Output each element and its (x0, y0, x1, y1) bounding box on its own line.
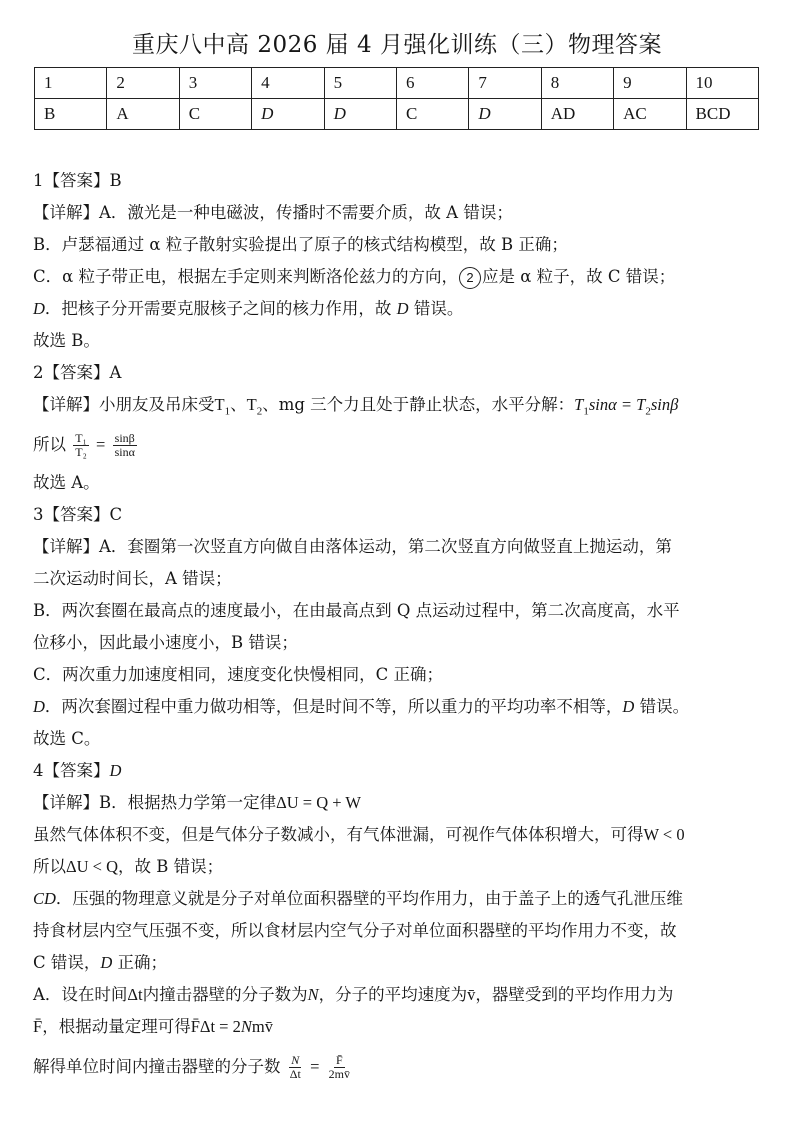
answer-cell: C (179, 99, 251, 130)
denominator: 2mv̄ (328, 1067, 350, 1081)
answer-cell: D (324, 99, 396, 130)
denominator: Δt (289, 1067, 301, 1081)
answer-cell: A (107, 99, 179, 130)
text-span: 正确； (112, 953, 168, 972)
text-span: 内撞击器壁的分子数为 (142, 985, 308, 1004)
symbol-T: T (246, 395, 257, 414)
symbol: F̄ (33, 1017, 43, 1036)
equation-part: sinβ (650, 395, 679, 414)
text-span: C 错误， (33, 953, 101, 972)
equation: ΔU < Q (66, 857, 118, 876)
option-letter: CD (33, 889, 56, 908)
question-number: 5 (324, 68, 396, 99)
q1-detail-line: B．卢瑟福通过 α 粒子散射实验提出了原子的核式结构模型，故 B 正确； (33, 235, 568, 254)
text-span: 解得单位时间内撞击器壁的分子数 (33, 1057, 281, 1076)
fraction-N-over-dt (288, 1054, 303, 1081)
text-span: 所以 (33, 435, 66, 454)
question-number: 8 (541, 68, 613, 99)
equation-part: sinα = T (588, 395, 646, 414)
q2-detail-line (33, 422, 763, 468)
question-number: 9 (614, 68, 686, 99)
q3-detail-line: 【详解】A．套圈第一次竖直方向做自由落体运动，第二次竖直方向做竖直上抛运动，第 (33, 537, 672, 556)
text-span: ，根据动量定理可得 (42, 1017, 191, 1036)
answer-cell: AD (541, 99, 613, 130)
q4-detail-line (33, 1012, 763, 1044)
option-letter: D (33, 299, 45, 318)
equation: W < 0 (643, 825, 685, 844)
equation: mv̄ (251, 1017, 273, 1036)
fraction-sin-ratio (113, 432, 137, 459)
text-span: 、 (230, 395, 247, 414)
q3-detail-line: 二次运动时间长，A 错误； (33, 569, 232, 588)
numerator: N (291, 1053, 300, 1067)
question-number: 10 (686, 68, 758, 99)
q1-detail-line (33, 294, 763, 326)
text-span: A．设在时间 (33, 985, 128, 1004)
q3-detail-line (33, 692, 763, 724)
answer-cell: AC (614, 99, 686, 130)
q2-detail-line (33, 390, 763, 422)
symbol: N (240, 1017, 252, 1036)
text-span: ，器壁受到的平均作用力为 (475, 985, 674, 1004)
option-letter: D (622, 697, 635, 716)
q1-answer-heading: 1【答案】B (33, 171, 122, 190)
question-number: 3 (179, 68, 251, 99)
answer-cell: B (35, 99, 107, 130)
numerator: F̄ (335, 1053, 343, 1067)
option-letter: D (33, 697, 45, 716)
text-span: C．α 粒子带正电，根据左手定则来判断洛伦兹力的方向， (33, 267, 459, 286)
text-span: ．两次套圈过程中重力做功相等，但是时间不等，所以重力的平均功率不相等， (44, 697, 623, 716)
q4-detail-line (33, 852, 763, 884)
equation: ΔU = Q + W (276, 793, 361, 812)
q1-detail-line (33, 262, 763, 294)
symbol: N (307, 985, 319, 1004)
numerator: T₁ (75, 431, 87, 445)
q4-detail-line (33, 1044, 763, 1090)
q2-conclusion: 故选 A。 (33, 473, 100, 492)
answer-cell: D (469, 99, 541, 130)
q4-detail-line: 持食材层内空气压强不变，所以食材层内空气分子对单位面积器壁的平均作用力不变，故 (33, 921, 677, 940)
q2-answer-heading: 2【答案】A (33, 363, 122, 382)
q4-detail-line (33, 788, 763, 820)
text-span: 、mg 三个力且处于静止状态，水平分解： (262, 395, 575, 414)
fraction-F-over-2mv (327, 1054, 352, 1081)
symbol-T: T (574, 395, 584, 414)
option-letter: D (396, 299, 409, 318)
question-number: 1 (35, 68, 107, 99)
answer-cell: BCD (686, 99, 758, 130)
text-span: 错误。 (408, 299, 464, 318)
q3-detail-line: 位移小，因此最小速度小，B 错误； (33, 633, 298, 652)
question-number: 2 (107, 68, 179, 99)
text-span: 应是 α 粒子，故 C 错误； (482, 267, 676, 286)
q1-detail-line: 【详解】A．激光是一种电磁波，传播时不需要介质，故 A 错误； (33, 203, 513, 222)
symbol: v̄ (467, 985, 476, 1004)
fraction-T1-over-T2 (73, 432, 89, 459)
text-span: ．压强的物理意义就是分子对单位面积器壁的平均作用力，由于盖子上的透气孔泄压维 (55, 889, 683, 908)
text-span: ．把核子分开需要克服核子之间的核力作用，故 (44, 299, 397, 318)
circled-number-2: 2 (459, 267, 481, 289)
denominator: T₂ (75, 445, 87, 459)
answer-cell: C (396, 99, 468, 130)
question-number: 6 (396, 68, 468, 99)
q4-detail-line (33, 948, 763, 980)
question-number: 4 (252, 68, 324, 99)
page-title: 重庆八中高 2026 届 4 月强化训练（三）物理答案 (132, 32, 662, 58)
subscript: 2 (256, 405, 263, 418)
answer-explanations (33, 166, 763, 1090)
subscript: 1 (583, 405, 589, 418)
answer-cell: D (252, 99, 324, 130)
text-span: 【详解】B．根据热力学第一定律 (33, 793, 277, 812)
equation: F̄Δt = 2 (190, 1017, 241, 1036)
text-span: 虽然气体体积不变，但是气体分子数减小，有气体泄漏，可视作气体体积增大，可得 (33, 825, 644, 844)
subscript: 1 (224, 405, 231, 418)
q3-answer-heading: 3【答案】C (33, 505, 123, 524)
option-letter: D (100, 953, 113, 972)
answer-table (34, 67, 759, 130)
answer-table-number-row (35, 68, 759, 99)
option-letter: D (109, 761, 122, 780)
q4-detail-line (33, 884, 763, 916)
symbol: Δt (127, 985, 143, 1004)
text-span: 错误。 (634, 697, 690, 716)
denominator: sinα (114, 445, 135, 459)
q3-detail-line: C．两次重力加速度相同，速度变化快慢相同，C 正确； (33, 665, 443, 684)
subscript: 2 (645, 405, 651, 418)
text-span: ，故 B 错误； (118, 857, 224, 876)
text-span: 4【答案】 (33, 761, 110, 780)
equals-sign: = (310, 1057, 320, 1076)
text-span: 【详解】小朋友及吊床受 (33, 395, 215, 414)
symbol-T: T (214, 395, 225, 414)
answer-table-answer-row (35, 99, 759, 130)
text-span: 所以 (33, 857, 66, 876)
q4-detail-line (33, 980, 763, 1012)
q3-conclusion: 故选 C。 (33, 729, 101, 748)
q4-answer-heading (33, 756, 763, 788)
equals-sign: = (96, 435, 106, 454)
q4-detail-line (33, 820, 763, 852)
q1-conclusion: 故选 B。 (33, 331, 100, 350)
numerator: sinβ (114, 431, 135, 445)
question-number: 7 (469, 68, 541, 99)
q3-detail-line: B．两次套圈在最高点的速度最小，在由最高点到 Q 点运动过程中，第二次高度高，水平 (33, 601, 680, 620)
text-span: ，分子的平均速度为 (318, 985, 468, 1004)
